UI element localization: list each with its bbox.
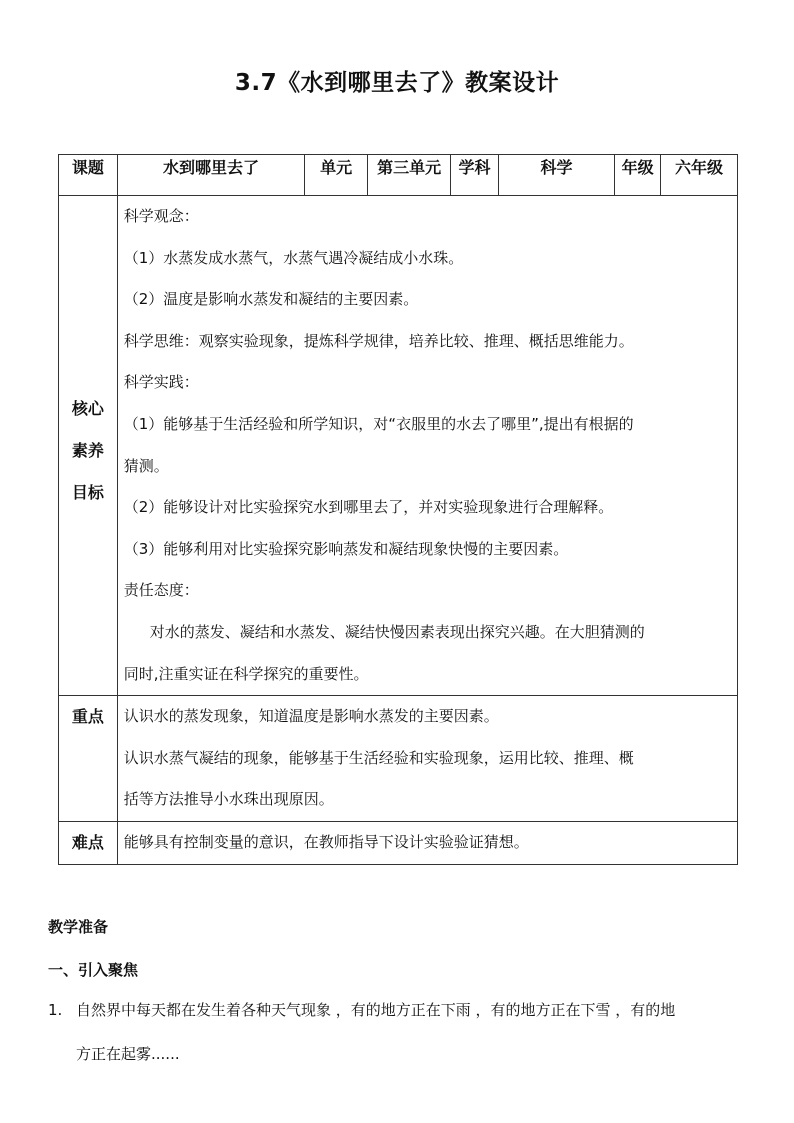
core-line: （1）水蒸发成水蒸气，水蒸气遇冷凝结成小水珠。	[123, 248, 464, 267]
core-goals-content	[117, 196, 737, 696]
core-line: 责任态度：	[123, 581, 199, 600]
key-points-content	[117, 696, 737, 822]
core-line: （1）能够基于生活经验和所学知识，对“衣服里的水去了哪里”,提出有根据的	[123, 414, 634, 433]
prep-heading: 教学准备	[48, 918, 109, 936]
core-line: 科学实践：	[123, 373, 199, 392]
subject-label: 学科	[451, 155, 499, 196]
core-line: （3）能够利用对比实验探究影响蒸发和凝结现象快慢的主要因素。	[123, 539, 569, 558]
table-header-row	[59, 155, 738, 196]
unit-label: 单元	[305, 155, 368, 196]
key-points-row	[59, 696, 738, 822]
difficult-points-row	[59, 822, 738, 865]
core-line: （2）温度是影响水蒸发和凝结的主要因素。	[123, 290, 419, 309]
key-point-line: 括等方法推导小水珠出现原因。	[123, 790, 334, 809]
core-line: 猜测。	[123, 456, 169, 475]
core-label-line: 素养	[71, 441, 104, 460]
key-point-line: 认识水的蒸发现象，知道温度是影响水蒸发的主要因素。	[123, 707, 499, 726]
list-item-text: 自然界中每天都在发生着各种天气现象 ，有的地方正在下雨 ，有的地方正在下雪 ，有的地	[76, 1001, 676, 1019]
core-goals-row	[59, 196, 738, 696]
key-points-label	[59, 696, 118, 822]
subject-value: 科学	[498, 155, 615, 196]
core-label-line: 核心	[71, 399, 104, 418]
key-point-line: 认识水蒸气凝结的现象，能够基于生活经验和实验现象，运用比较、推理、概	[123, 748, 634, 767]
list-item-number: 1.	[48, 1001, 63, 1019]
difficult-points-content	[117, 822, 737, 865]
core-goals-label	[59, 196, 118, 696]
document-title: 3.7《水到哪里去了》教案设计	[234, 70, 560, 96]
grade-label: 年级	[615, 155, 661, 196]
core-line: 同时,注重实证在科学探究的重要性。	[123, 664, 369, 683]
topic-value: 水到哪里去了	[117, 155, 304, 196]
core-line: 科学观念：	[123, 207, 199, 225]
lesson-plan-table	[58, 154, 738, 865]
core-label-line: 目标	[71, 483, 104, 502]
section1-heading: 一、引入聚焦	[48, 961, 139, 979]
list-item-text: 方正在起雾......	[76, 1045, 180, 1063]
difficult-point-line: 能够具有控制变量的意识，在教师指导下设计实验验证猜想。	[123, 833, 529, 852]
core-line: 科学思维：观察实验现象，提炼科学规律，培养比较、推理、概括思维能力。	[123, 331, 634, 350]
unit-value: 第三单元	[368, 155, 451, 196]
core-line: 对水的蒸发、凝结和水蒸发、凝结快慢因素表现出探究兴趣。在大胆猜测的	[149, 622, 645, 641]
key-points-label-text: 重点	[71, 707, 104, 727]
difficult-points-label	[59, 822, 118, 865]
topic-label: 课题	[59, 155, 118, 196]
grade-value: 六年级	[660, 155, 737, 196]
core-line: （2）能够设计对比实验探究水到哪里去了，并对实验现象进行合理解释。	[123, 498, 614, 517]
difficult-points-label-text: 难点	[71, 833, 104, 853]
